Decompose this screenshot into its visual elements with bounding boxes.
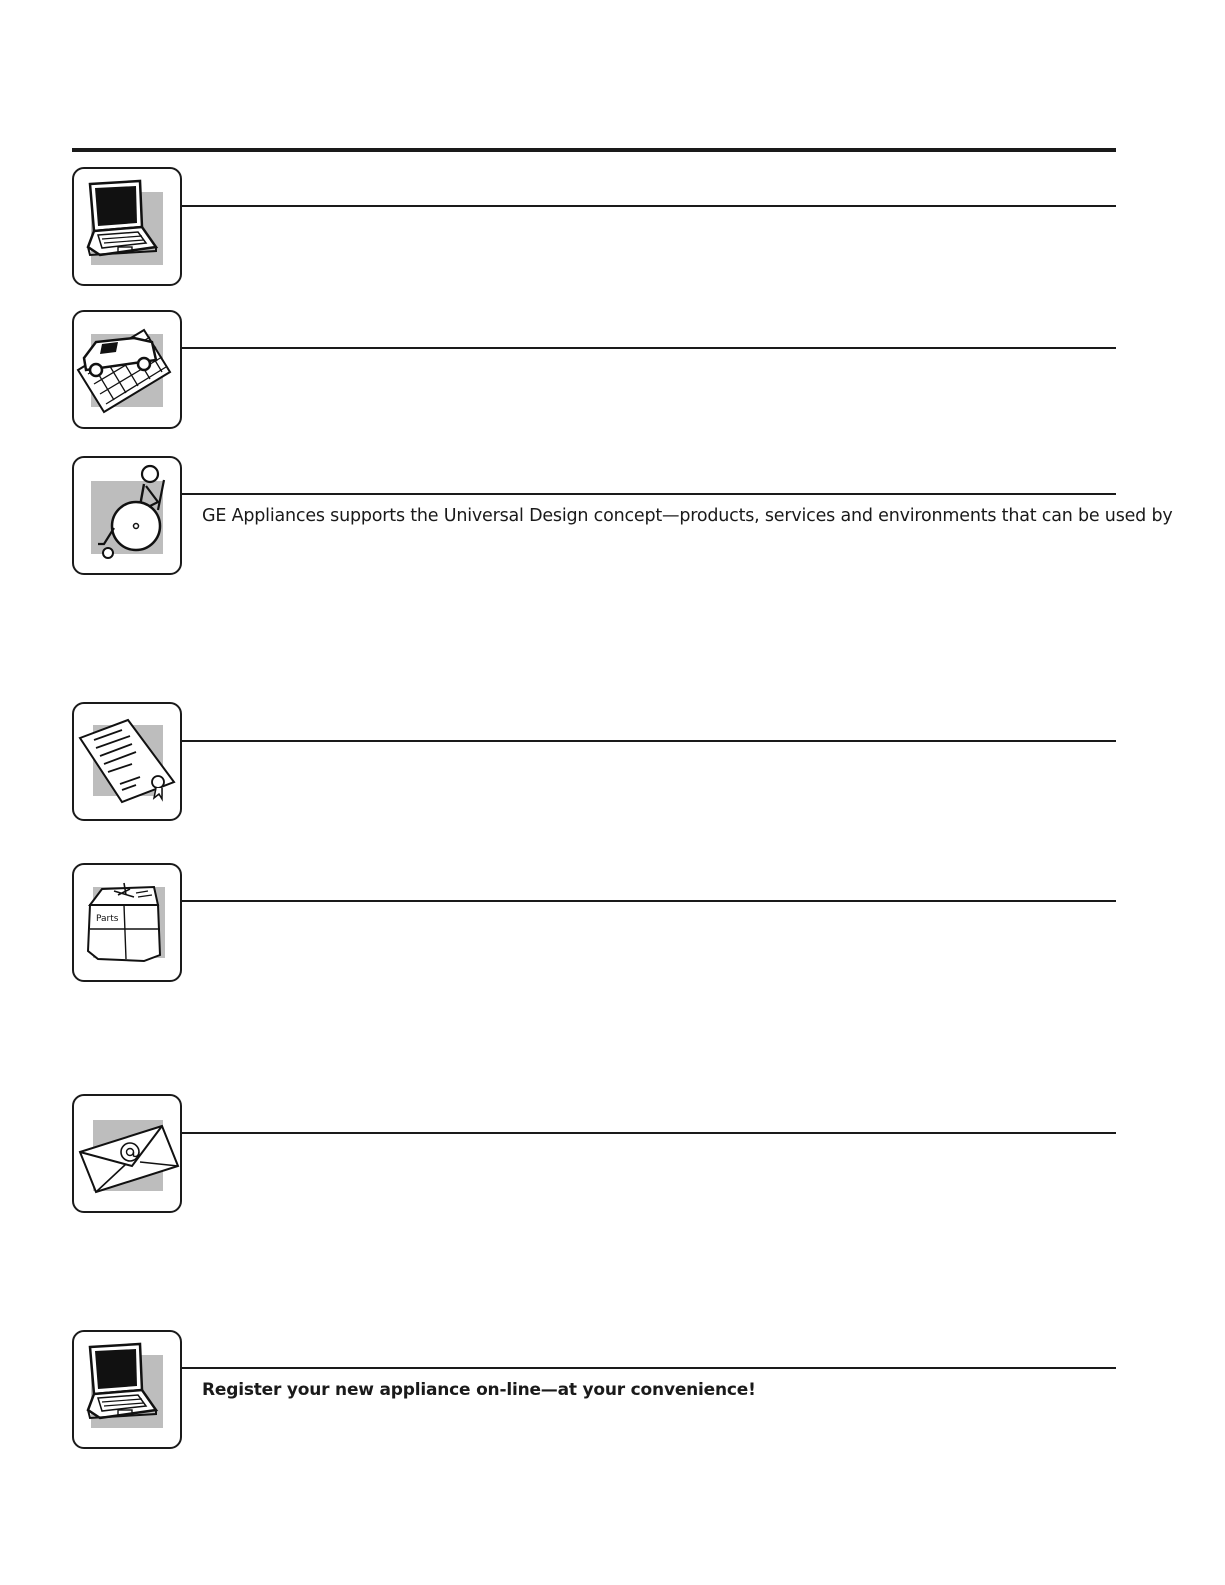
wheelchair-icon <box>72 456 182 575</box>
section-rule <box>180 347 1116 349</box>
section-rule <box>180 900 1116 902</box>
section-rule <box>180 1132 1116 1134</box>
service-van-calendar-icon <box>72 310 182 429</box>
section-text: GE Appliances supports the Universal Design concept—products, services and environments that can be used by <box>202 506 1173 526</box>
top-divider <box>72 148 1116 152</box>
laptop-icon <box>72 1330 182 1449</box>
section-rule <box>180 493 1116 495</box>
section-rule <box>180 740 1116 742</box>
warranty-document-icon <box>72 702 182 821</box>
registration-text: Register your new appliance on-line—at your convenience! <box>202 1380 756 1400</box>
parts-box-icon <box>72 863 182 982</box>
section-rule <box>180 205 1116 207</box>
parts-box-label: Parts <box>96 914 119 924</box>
section-rule <box>180 1367 1116 1369</box>
email-envelope-icon <box>72 1094 182 1213</box>
laptop-icon <box>72 167 182 286</box>
